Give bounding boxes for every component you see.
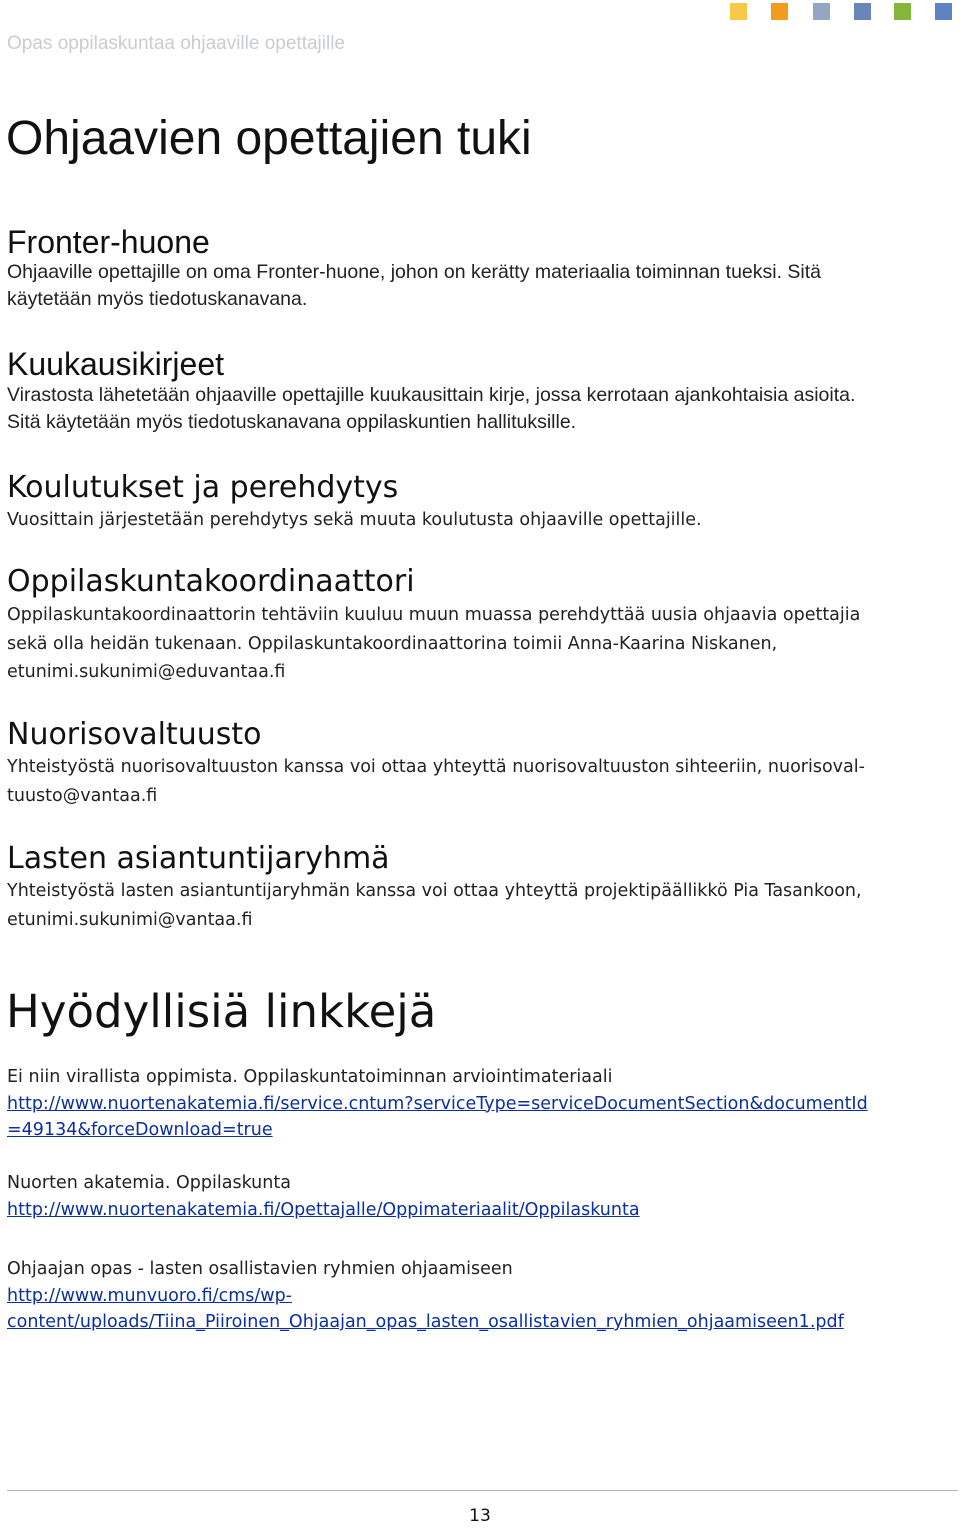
section-text-kuukausikirjeet (7, 382, 855, 436)
color-square-2 (771, 3, 788, 20)
link-entry-ohjaajan-opas (7, 1256, 844, 1336)
text-line: sekä olla heidän tukenaan. Oppilaskuntakoordinaattorina toimii Anna-Kaarina Niskanen, (7, 633, 778, 654)
color-square-6 (935, 3, 952, 20)
section-text-nuorisovaltuusto (7, 753, 865, 810)
section-heading-kuukausikirjeet: Kuukausikirjeet (7, 346, 224, 382)
color-square-5 (894, 3, 911, 20)
text-line: Vuosittain järjestetään perehdytys sekä muuta koulutusta ohjaaville opettajille. (7, 510, 702, 530)
link-description: Ohjaajan opas - lasten osallistavien ryhmien ohjaamiseen (7, 1259, 513, 1279)
section-heading-koulutukset: Koulutukset ja perehdytys (7, 470, 399, 505)
link-url-line[interactable]: http://www.munvuoro.fi/cms/wp- (7, 1285, 292, 1306)
decorative-color-squares (730, 3, 952, 20)
footer-divider (7, 1490, 958, 1491)
text-line: käytetään myös tiedotuskanavana. (7, 288, 308, 310)
link-entry-nuorten-akatemia (7, 1170, 640, 1223)
section-text-koordinaattori (7, 601, 860, 687)
section-text-lasten-asiantuntijaryhma (7, 877, 862, 934)
color-square-1 (730, 3, 747, 20)
section-heading-lasten-asiantuntijaryhma: Lasten asiantuntijaryhmä (7, 841, 390, 876)
link-url-line[interactable]: content/uploads/Tiina_Piiroinen_Ohjaajan_opas_lasten_osallistavien_ryhmien_ohjaamiseen1.pdf (7, 1312, 844, 1332)
section-text-koulutukset (7, 506, 702, 535)
text-line: Yhteistyöstä lasten asiantuntijaryhmän kanssa voi ottaa yhteyttä projektipäällikkö Pia Tasankoon, (7, 881, 862, 901)
section-heading-nuorisovaltuusto: Nuorisovaltuusto (7, 717, 262, 752)
color-square-3 (813, 3, 830, 20)
text-line: Oppilaskuntakoordinaattorin tehtäviin kuuluu muun muassa perehdyttää uusia ohjaavia opettajia (7, 605, 861, 625)
link-description: Ei niin virallista oppimista. Oppilaskuntatoiminnan arviointimateriaali (7, 1067, 613, 1087)
page-number: 13 (469, 1506, 491, 1526)
link-entry-arviointimateriaali (7, 1064, 868, 1144)
color-square-4 (854, 3, 871, 20)
text-line: Virastosta lähetetään ohjaaville opettajille kuukausittain kirje, jossa kerrotaan ajankohtaisia asioita. (7, 384, 856, 406)
links-title: Hyödyllisiä linkkejä (6, 985, 437, 1038)
link-url-line[interactable]: http://www.nuortenakatemia.fi/service.cntum?serviceType=serviceDocumentSection&documentId (7, 1093, 868, 1114)
running-header-title: Opas oppilaskuntaa ohjaaville opettajille (7, 33, 346, 54)
text-line: Yhteistyöstä nuorisovaltuuston kanssa voi ottaa yhteyttä nuorisovaltuuston sihteeriin, nuorisoval- (7, 757, 865, 777)
page-title: Ohjaavien opettajien tuki (6, 112, 532, 165)
link-url-line[interactable]: =49134&forceDownload=true (7, 1120, 273, 1140)
link-description: Nuorten akatemia. Oppilaskunta (7, 1173, 291, 1193)
text-line: tuusto@vantaa.fi (7, 785, 158, 806)
text-line: etunimi.sukunimi@vantaa.fi (7, 909, 253, 930)
text-line: Sitä käytetään myös tiedotuskanavana oppilaskuntien hallituksille. (7, 411, 577, 433)
section-heading-fronter: Fronter-huone (7, 224, 210, 260)
section-text-fronter (7, 259, 821, 313)
text-line: Ohjaaville opettajille on oma Fronter-huone, johon on kerätty materiaalia toiminnan tueksi. Sitä (7, 261, 822, 283)
text-line: etunimi.sukunimi@eduvantaa.fi (7, 662, 286, 682)
link-url-line[interactable]: http://www.nuortenakatemia.fi/Opettajalle/Oppimateriaalit/Oppilaskunta (7, 1199, 640, 1220)
section-heading-koordinaattori: Oppilaskuntakoordinaattori (7, 564, 415, 599)
